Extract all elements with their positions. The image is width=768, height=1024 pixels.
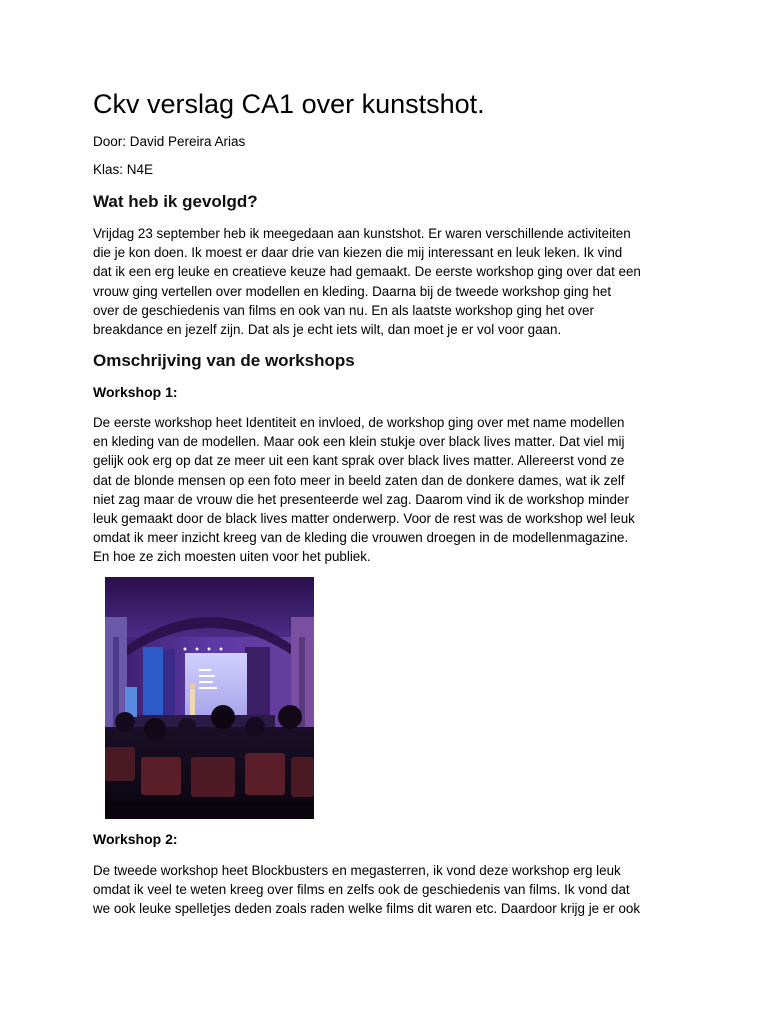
workshop-2-heading: Workshop 2: xyxy=(93,831,178,847)
paragraph-line: niet zag maar de vrouw die het presenteerde wel zag. Daarom vind ik de workshop minder xyxy=(93,491,629,507)
paragraph-line: over de geschiedenis van films en ook van nu. En als laatste workshop ging het over xyxy=(93,302,594,318)
paragraph-line: omdat ik meer inzicht kreeg van de kleding die vrouwen droegen in de modellenmagazine. xyxy=(93,530,629,546)
paragraph-line: De tweede workshop heet Blockbusters en megasterren, ik vond deze workshop erg leuk xyxy=(93,863,621,878)
section-heading-workshops: Omschrijving van de workshops xyxy=(93,351,355,370)
class-line: Klas: N4E xyxy=(93,162,154,177)
paragraph-line: we ook leuke spelletjes deden zoals raden welke films dit waren etc. Daardoor krijg je er ook xyxy=(93,901,641,917)
paragraph-line: leuk gemaakt door de black lives matter onderwerp. Voor de rest was de workshop wel leuk xyxy=(93,510,635,526)
paragraph-line: omdat ik veel te weten kreeg over films en zelfs ook de geschiedenis van films. Ik vond dat xyxy=(93,882,630,898)
paragraph-line: die je kon doen. Ik moest er daar drie van kiezen die mij interessant en leuk leken. Ik vind xyxy=(93,245,623,261)
document-title: Ckv verslag CA1 over kunstshot. xyxy=(93,89,485,119)
author-line: Door: David Pereira Arias xyxy=(93,134,246,149)
paragraph-intro xyxy=(93,224,683,339)
workshop-photo xyxy=(105,577,314,819)
paragraph-line: vrouw ging vertellen over modellen en kleding. Daarna bij de tweede workshop ging het xyxy=(93,283,612,299)
paragraph-line: gelijk ook erg op dat ze meer uit een kant sprak over black lives matter. Allereerst vond ze xyxy=(93,453,625,469)
paragraph-line: breakdance en jezelf zijn. Dat als je echt iets wilt, dan moet je er vol voor gaan. xyxy=(93,321,562,337)
paragraph-workshop-1 xyxy=(93,413,683,567)
paragraph-line: Vrijdag 23 september heb ik meegedaan aan kunstshot. Er waren verschillende activiteiten xyxy=(93,226,631,241)
paragraph-line: En hoe ze zich moesten uiten voor het publiek. xyxy=(93,549,371,565)
paragraph-line: dat de blonde mensen op een foto meer in beeld zaten dan de donkere dames, wat ik zelf xyxy=(93,472,625,488)
paragraph-line: dat ik een erg leuke en creatieve keuze had gemaakt. De eerste workshop ging over dat een xyxy=(93,264,641,280)
workshop-1-heading: Workshop 1: xyxy=(93,384,178,400)
section-heading-followed: Wat heb ik gevolgd? xyxy=(93,192,258,211)
paragraph-line: De eerste workshop heet Identiteit en invloed, de workshop ging over met name modellen xyxy=(93,415,625,430)
paragraph-line: en kleding van de modellen. Maar ook een klein stukje over black lives matter. Dat viel mij xyxy=(93,434,625,450)
paragraph-workshop-2 xyxy=(93,861,683,919)
